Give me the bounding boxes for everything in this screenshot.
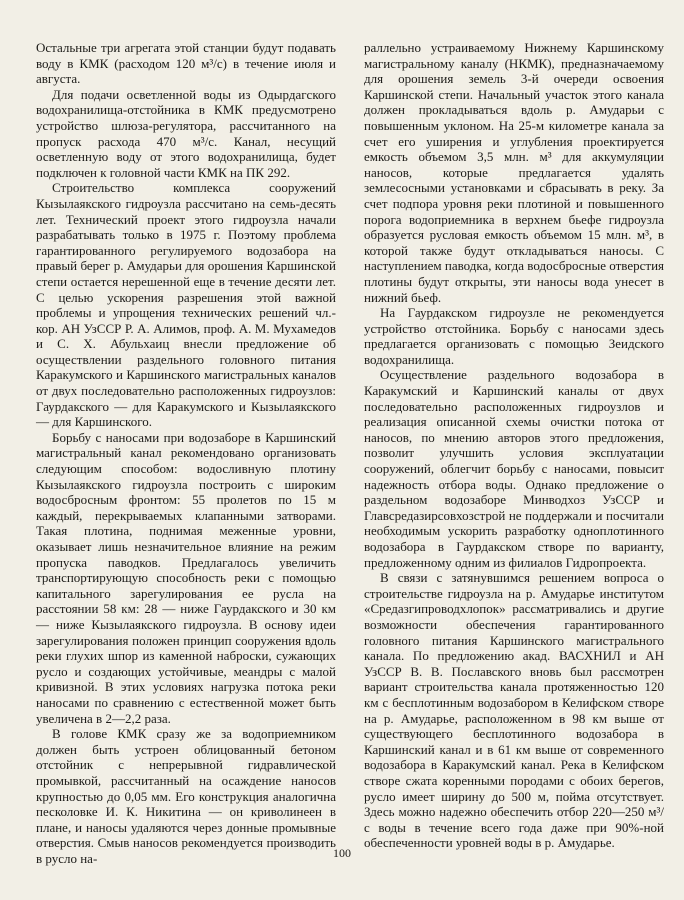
- paragraph: На Гаурдакском гидроузле не рекомендуется устройство отстойника. Борьбу с наносами здесь предлагается организовать с помощью Зеидского водохранилища.: [364, 305, 664, 367]
- page-number: 100: [333, 846, 351, 860]
- paragraph: Осуществление раздельного водозабора в Каракумский и Каршинский каналы от двух последовательно расположенных гидроузлов и реализация описанной схемы очистки потока от наносов, по мнению авторов этого предложения, позволит улучшить условия эксплуатации сооружений, облегчит борьбу с наносами, повысит надежность отбора воды. Однако предложение о раздельном водозаборе Минводхоз УзССР и Главсредазирсовхозстрой не поддержали и посчитали необходимым ускорить разработку одноплотинного водозабора в Гаурдакском створе по варианту, предложенному одним из филиалов Гидропроекта.: [364, 367, 664, 570]
- paragraph: Остальные три агрегата этой станции будут подавать воду в КМК (расходом 120 м³/с) в течение июля и августа.: [36, 40, 336, 87]
- right-column: [364, 40, 664, 866]
- text-columns: [36, 40, 664, 866]
- paragraph: В связи с затянувшимся решением вопроса о строительстве гидроузла на р. Амударье институтом «Средазгипроводхлопок» рассматривались и другие возможности обеспечения гарантированного головного питания Каршинского магистрального канала. По предложению акад. ВАСХНИЛ и АН УзССР В. В. Пославского вновь был рассмотрен вариант строительства канала протяженностью 120 км с бесплотинным водозабором в Келифском створе на р. Амударье, расположенном в 98 км выше от существующего бесплотинного водозабора в Каршинский канал и в 61 км выше от современного водозабора в Каракумский канал. Река в Келифском створе сжата коренными породами с обоих берегов, русло имеет ширину до 500 м, пойма отсутствует. Здесь можно надежно обеспечить отбор 220—250 м³/с воды в течение всего года даже при 90%-ной обеспеченности уровней воды в р. Амударье.: [364, 570, 664, 851]
- paragraph: Борьбу с наносами при водозаборе в Каршинский магистральный канал рекомендовано организовать следующим способом: водосливную плотину Кызылаякского гидроузла построить с широким водосбросным фронтом: 55 пролетов по 15 м каждый, перекрываемых клапанными затворами. Такая плотина, поднимая меженные уровни, оказывает лишь незначительное влияние на режим пропуска паводков. Предлагалось увеличить транспортирующую способность реки с помощью капитального зарегулирования ее русла на расстоянии 58 км: 28 — ниже Гаурдакского и 30 км — ниже Кызылаякского гидроузла. В основу идеи зарегулирования положен принцип сооружения вдоль реки глухих шпор из каменной наброски, сужающих русло и создающих устойчивые, меандры с малой кривизной. В этих условиях нагрузка потока реки наносами по сравнению с естественной может быть увеличена в 2—2,2 раза.: [36, 429, 336, 726]
- paragraph: Для подачи осветленной воды из Одырдагского водохранилища-отстойника в КМК предусмотрено устройство шлюза-регулятора, рассчитанного на пропуск расхода 470 м³/с. Канал, несущий осветленную воду от этого водохранилища, будет подключен к головной части КМК на ПК 292.: [36, 86, 336, 180]
- paragraph: раллельно устраиваемому Нижнему Каршинскому магистральному каналу (НКМК), предназначаемому для орошения земель 3-й очереди освоения Каршинской степи. Начальный участок этого канала должен прокладываться вдоль р. Амударьи с повышенным уклоном. На 25-м километре канала за счет его уширения и углубления проектируется емкость объемом 3,5 млн. м³ для аккумуляции наносов, которые предлагается удалять землесосными установками и сбрасывать в реку. За счет подпора уровня реки плотиной и повышенного порога водоприемника в верхнем бьефе гидроузла образуется русловая емкость объемом 15 млн. м³, в которой также будут откладываться наносы. С наступлением паводка, когда водосбросные отверстия плотины будут открыты, эти наносы вода унесет в нижний бьеф.: [364, 40, 664, 305]
- left-column: [36, 40, 336, 866]
- paragraph: В голове КМК сразу же за водоприемником должен быть устроен облицованный бетоном отстойник с непрерывной гидравлической промывкой, рассчитанный на осаждение наносов крупностью до 0,05 мм. Его конструкция аналогична песколовке И. К. Никитина — он криволинеен в плане, и наносы удаляются через донные промывные отверстия. Смыв наносов рекомендуется производить в русло на-: [36, 726, 336, 866]
- paragraph: Строительство комплекса сооружений Кызылаякского гидроузла рассчитано на семь-десять лет. Технический проект этого гидроузла начали разрабатывать только в 1975 г. Поэтому проблема гарантированного регулируемого водозабора на правый берег р. Амударьи для орошения Каршинской степи остается нерешенной еще в течение десяти лет. С целью ускорения разрешения этой важной проблемы и упрощения технических решений чл.-кор. АН УзССР Р. А. Алимов, проф. А. М. Мухамедов и С. Х. Абульхаиц внесли предложение об осуществлении раздельного головного питания Каракумского и Каршинского магистральных каналов от двух последовательно расположенных гидроузлов: Гаурдакского — для Каракумского и Кызылаякского — для Каршинского.: [36, 180, 336, 430]
